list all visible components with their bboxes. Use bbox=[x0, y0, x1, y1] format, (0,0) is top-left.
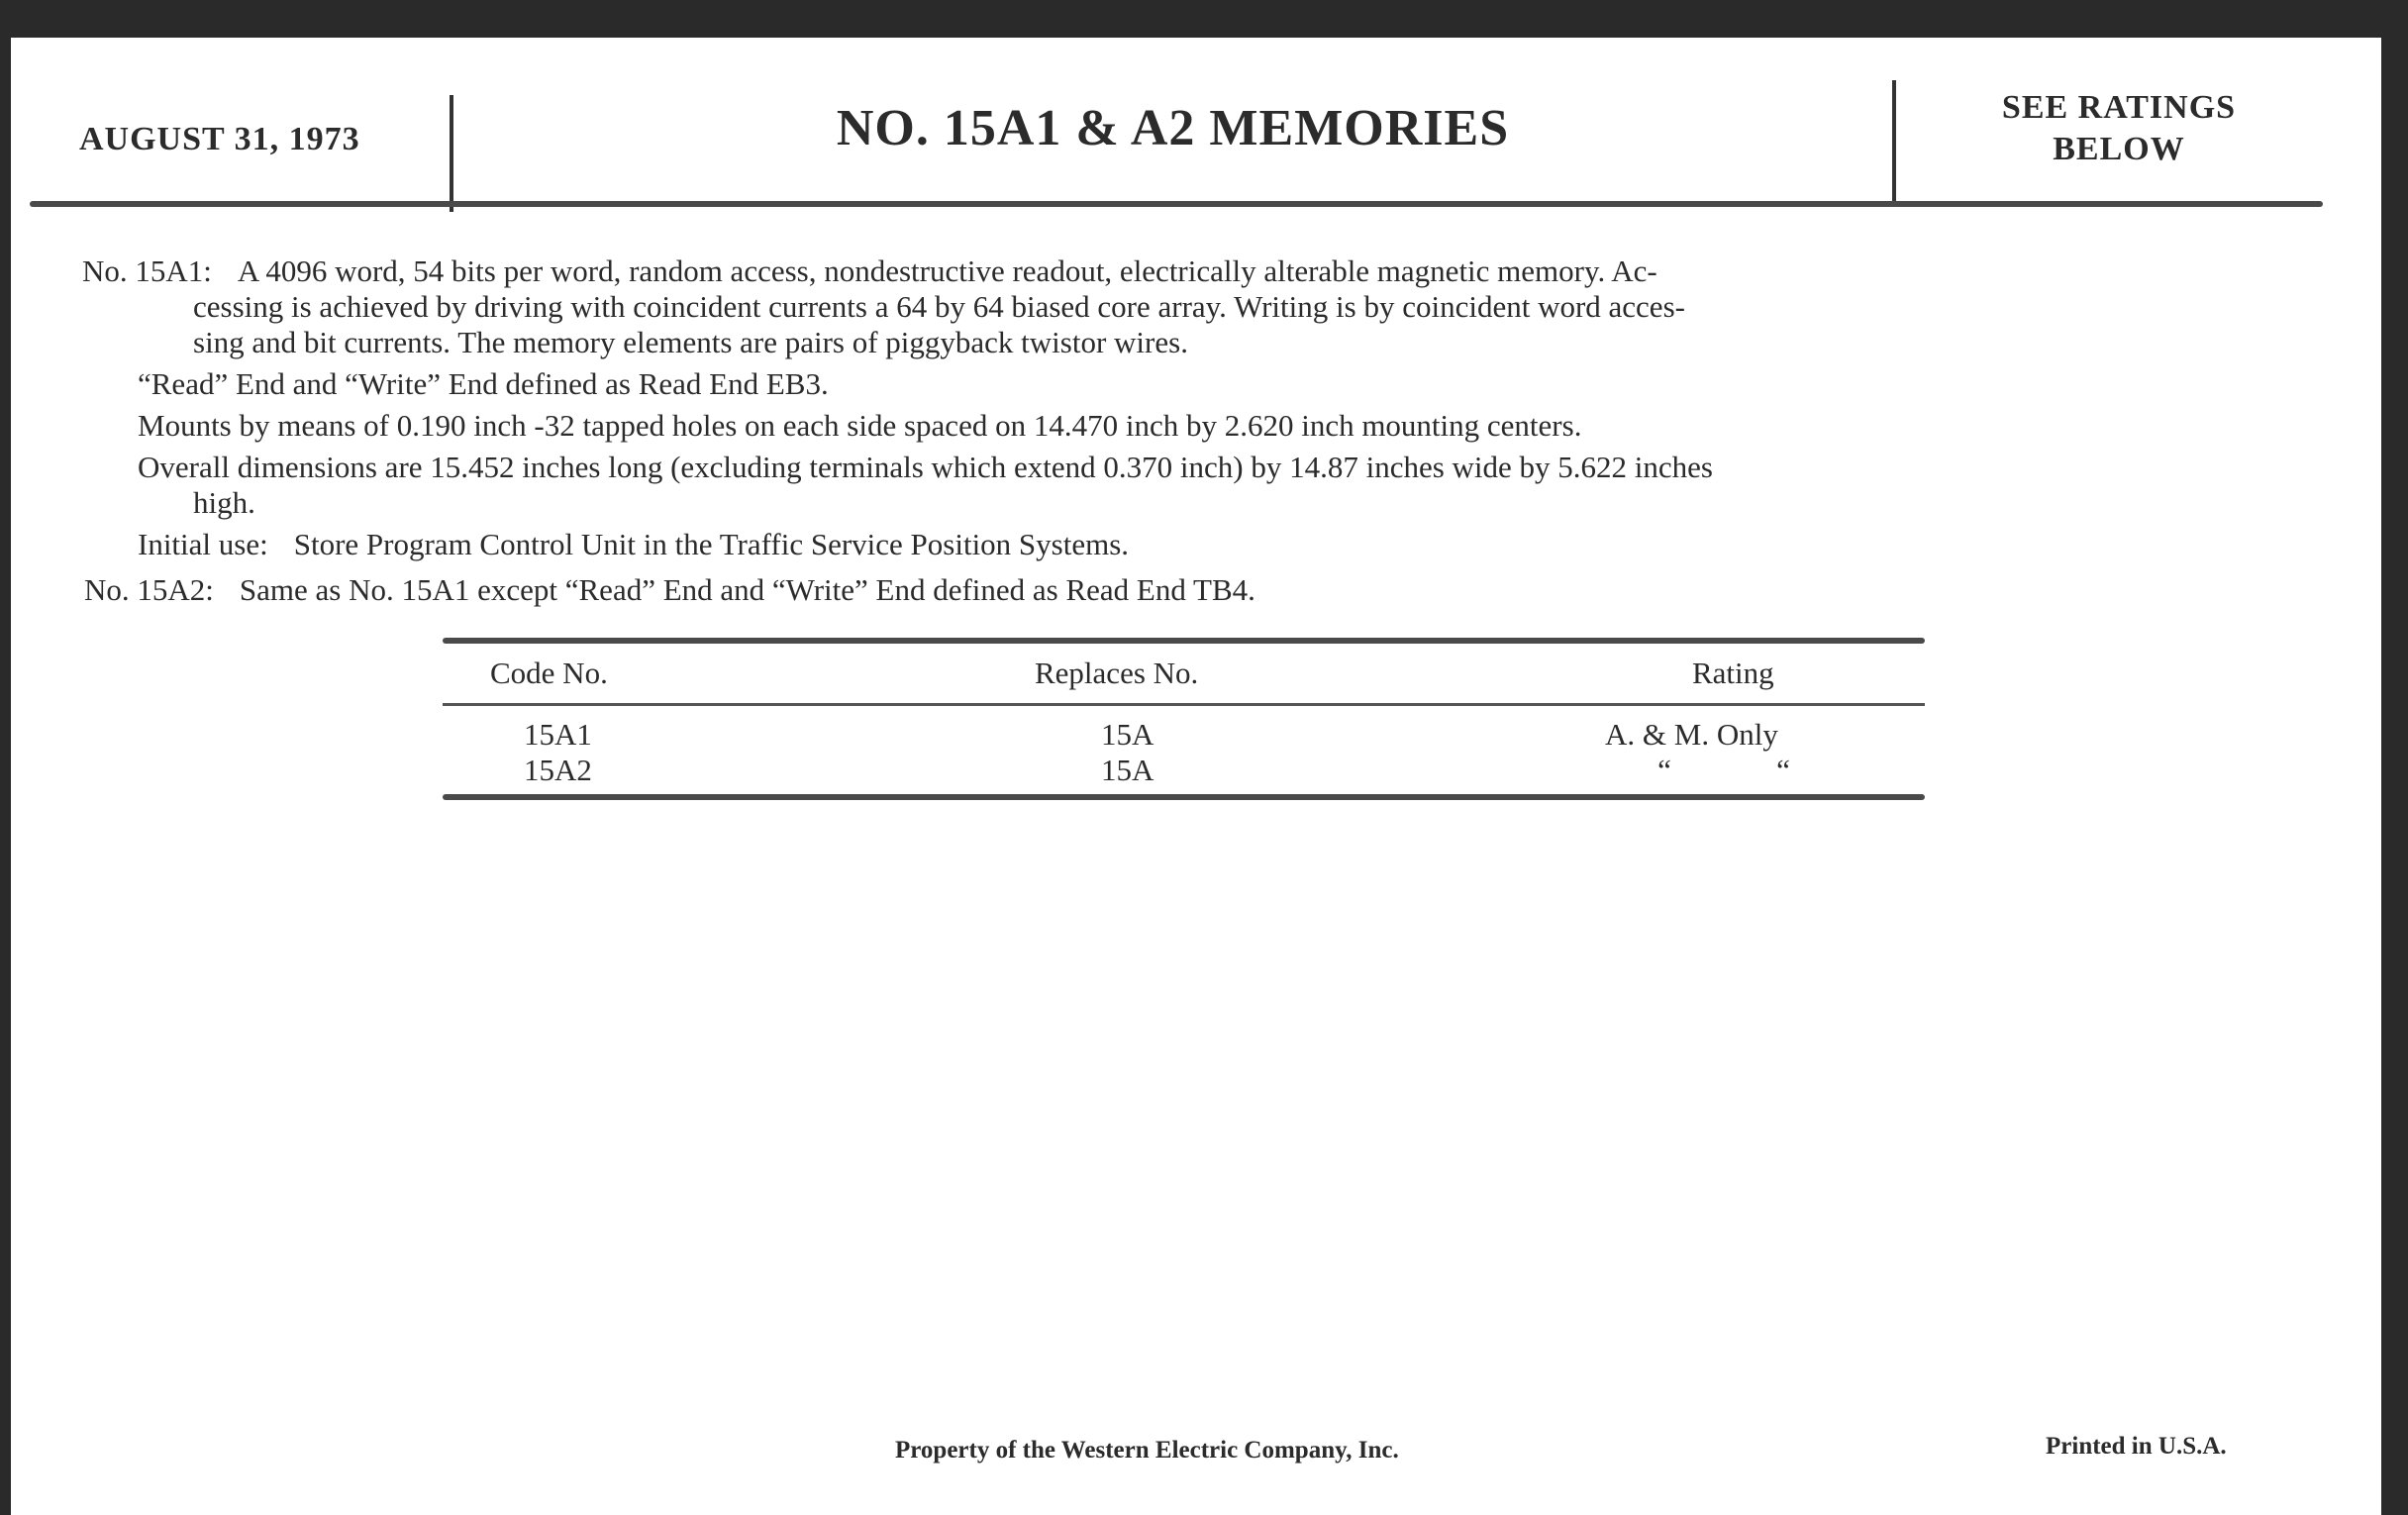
mounting-description: Mounts by means of 0.190 inch -32 tapped holes on each side spaced on 14.470 inch by 2.620 inch mounting centers. bbox=[138, 408, 1582, 443]
item-15a2-text: Same as No. 15A1 except “Read” End and “Write” End defined as Read End TB4. bbox=[239, 572, 1255, 607]
initial-use bbox=[138, 527, 1129, 562]
row-1-rating: A. & M. Only bbox=[1605, 717, 1778, 752]
table-top-rule bbox=[443, 638, 1925, 644]
item-15a1-line1: A 4096 word, 54 bits per word, random access, nondestructive readout, electrically alterable magnetic memory. Ac- bbox=[237, 253, 1657, 288]
document-date: AUGUST 31, 1973 bbox=[79, 121, 360, 157]
dimensions-line2: high. bbox=[193, 485, 255, 520]
item-15a1-line2: cessing is achieved by driving with coincident currents a 64 by 64 biased core array. Writing is by coincident word acces- bbox=[193, 289, 1685, 324]
document-title: NO. 15A1 & A2 MEMORIES bbox=[836, 100, 1510, 156]
column-header-rating: Rating bbox=[1692, 656, 1774, 690]
row-2-code: 15A2 bbox=[524, 753, 592, 787]
footer-property: Property of the Western Electric Company, Inc. bbox=[895, 1437, 1399, 1464]
row-1-code: 15A1 bbox=[524, 717, 592, 752]
rating-note-line1: SEE RATINGS bbox=[2001, 89, 2237, 126]
document-page bbox=[11, 38, 2381, 1515]
ditto-mark-left: “ bbox=[1657, 753, 1671, 787]
row-2-replaces: 15A bbox=[1101, 753, 1154, 787]
item-15a2-description bbox=[84, 572, 1255, 608]
initial-use-value: Store Program Control Unit in the Traffic Service Position Systems. bbox=[293, 527, 1130, 561]
rating-note-line2: BELOW bbox=[2053, 131, 2185, 167]
table-bottom-rule bbox=[443, 794, 1925, 800]
column-header-replaces: Replaces No. bbox=[1035, 656, 1199, 690]
item-15a1-first-line bbox=[82, 253, 1657, 289]
ditto-mark-right: “ bbox=[1776, 753, 1790, 787]
rating-note bbox=[1896, 87, 2342, 170]
dimensions-line1: Overall dimensions are 15.452 inches long (excluding terminals which extend 0.370 inch) by 14.87 inches wide by 5.622 inches bbox=[138, 450, 1713, 484]
item-15a1-label: No. 15A1: bbox=[82, 253, 212, 288]
header-rule bbox=[30, 201, 2323, 207]
read-write-definition: “Read” End and “Write” End defined as Read End EB3. bbox=[138, 366, 829, 401]
footer-printed: Printed in U.S.A. bbox=[2046, 1433, 2227, 1460]
row-2-rating-ditto bbox=[1605, 753, 1843, 788]
column-header-code: Code No. bbox=[490, 656, 608, 690]
item-15a1-line3: sing and bit currents. The memory elements are pairs of piggyback twistor wires. bbox=[193, 325, 1188, 359]
ratings-table bbox=[443, 638, 1925, 806]
row-1-replaces: 15A bbox=[1101, 717, 1154, 752]
initial-use-label: Initial use: bbox=[138, 527, 268, 561]
item-15a2-label: No. 15A2: bbox=[84, 572, 214, 607]
table-header-rule bbox=[443, 703, 1925, 706]
